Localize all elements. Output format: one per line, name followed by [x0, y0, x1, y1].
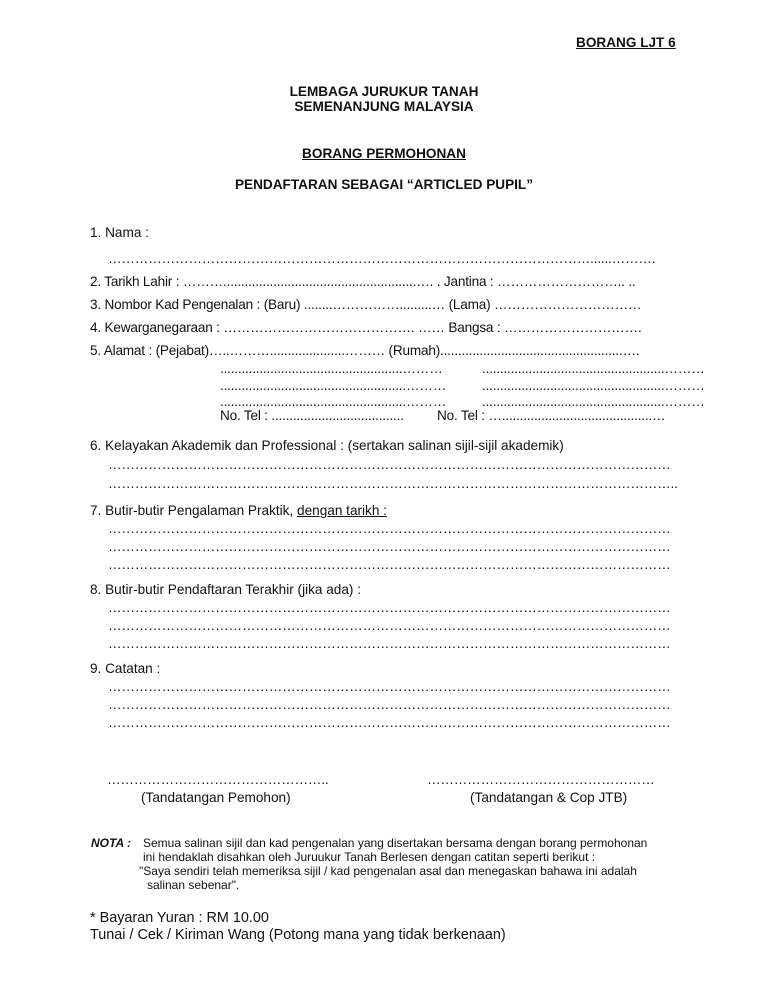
- birthdate-gender-field[interactable]: 2. Tarikh Lahir : ………......................................................…. . Jantina : ……………………….. ..: [90, 274, 636, 289]
- org-name-line2: SEMENANJUNG MALAYSIA: [294, 99, 474, 114]
- fee-line: * Bayaran Yuran : RM 10.00: [90, 910, 269, 926]
- nota-text-line: salinan sebenar".: [147, 878, 240, 892]
- remarks-line[interactable]: ………………………………………………………………………………………………………………: [108, 715, 671, 730]
- payment-method-line: Tunai / Cek / Kiriman Wang (Potong mana yang tidak berkenaan): [90, 927, 506, 943]
- last-registration-label: 8. Butir-butir Pendaftaran Terakhir (jika ada) :: [90, 582, 361, 597]
- experience-label-underlined: dengan tarikh :: [297, 503, 387, 518]
- experience-label: [90, 503, 387, 519]
- last-registration-line[interactable]: ………………………………………………………………………………………………………………: [108, 618, 671, 633]
- qualification-line[interactable]: ………………………………………………………………………………………………………………: [108, 457, 671, 472]
- office-address-line[interactable]: ...................................................………: [220, 361, 443, 376]
- form-code: BORANG LJT 6: [576, 35, 676, 50]
- jtb-signature-line[interactable]: ……………………………………………: [427, 772, 655, 787]
- experience-label-text: 7. Butir-butir Pengalaman Praktik,: [90, 503, 298, 518]
- remarks-line[interactable]: ………………………………………………………………………………………………………………: [108, 697, 671, 712]
- last-registration-line[interactable]: ………………………………………………………………………………………………………………: [108, 636, 671, 651]
- org-name-line1: LEMBAGA JURUKUR TANAH: [289, 84, 479, 99]
- experience-line[interactable]: ………………………………………………………………………………………………………………: [108, 557, 671, 572]
- office-address-line[interactable]: ....................................................………: [220, 378, 447, 393]
- home-address-line[interactable]: ...................................................………: [482, 378, 705, 393]
- nota-text-line: ini hendaklah disahkan oleh Juruukur Tanah Berlesen dengan catitan seperti berikut :: [143, 850, 596, 864]
- office-address-line[interactable]: ....................................................………: [220, 394, 447, 409]
- jtb-signature-label: (Tandatangan & Cop JTB): [470, 790, 628, 805]
- remarks-label: 9. Catatan :: [90, 661, 161, 676]
- applicant-signature-label: (Tandatangan Pemohon): [141, 790, 291, 805]
- office-tel-field[interactable]: No. Tel : .....................................: [220, 408, 404, 423]
- applicant-signature-line[interactable]: …………………………………………..: [107, 772, 329, 787]
- name-label: 1. Nama :: [90, 225, 149, 240]
- remarks-line[interactable]: ………………………………………………………………………………………………………………: [108, 679, 671, 694]
- citizenship-race-field[interactable]: 4. Kewarganegaraan : ……………………………………. …… Bangsa : ………………………….: [90, 320, 642, 335]
- nota-text-line: Semua salinan sijil dan kad pengenalan yang disertakan bersama dengan borang permohonan: [143, 836, 648, 850]
- nota-text-line: "Saya sendiri telah memeriksa sijil / kad pengenalan asal dan menegaskan bahawa ini adalah: [139, 864, 637, 878]
- qualification-label: 6. Kelayakan Akademik dan Professional : (sertakan salinan sijil-sijil akademik): [90, 438, 564, 453]
- form-title: BORANG PERMOHONAN: [302, 146, 466, 161]
- experience-line[interactable]: ………………………………………………………………………………………………………………: [108, 521, 671, 536]
- address-line-1[interactable]: 5. Alamat : (Pejabat)…..……….....................……… (Rumah)...................................................….: [90, 343, 640, 358]
- home-address-line[interactable]: ...................................................………: [482, 394, 705, 409]
- home-tel-field[interactable]: No. Tel : …..........................................…: [437, 408, 666, 423]
- name-field[interactable]: ………………………………………………………………………………………………......……….: [108, 251, 656, 266]
- experience-line[interactable]: ………………………………………………………………………………………………………………: [108, 539, 671, 554]
- ic-number-field[interactable]: 3. Nombor Kad Pengenalan : (Baru) ........…………….........… (Lama) ……………………………: [90, 297, 642, 312]
- nota-label: NOTA :: [91, 836, 131, 850]
- last-registration-line[interactable]: ………………………………………………………………………………………………………………: [108, 600, 671, 615]
- form-subtitle: PENDAFTARAN SEBAGAI “ARTICLED PUPIL”: [234, 177, 534, 192]
- qualification-line[interactable]: ………………………………………………………………………………………………………………..: [108, 476, 678, 491]
- home-address-line[interactable]: ...................................................………: [482, 361, 705, 376]
